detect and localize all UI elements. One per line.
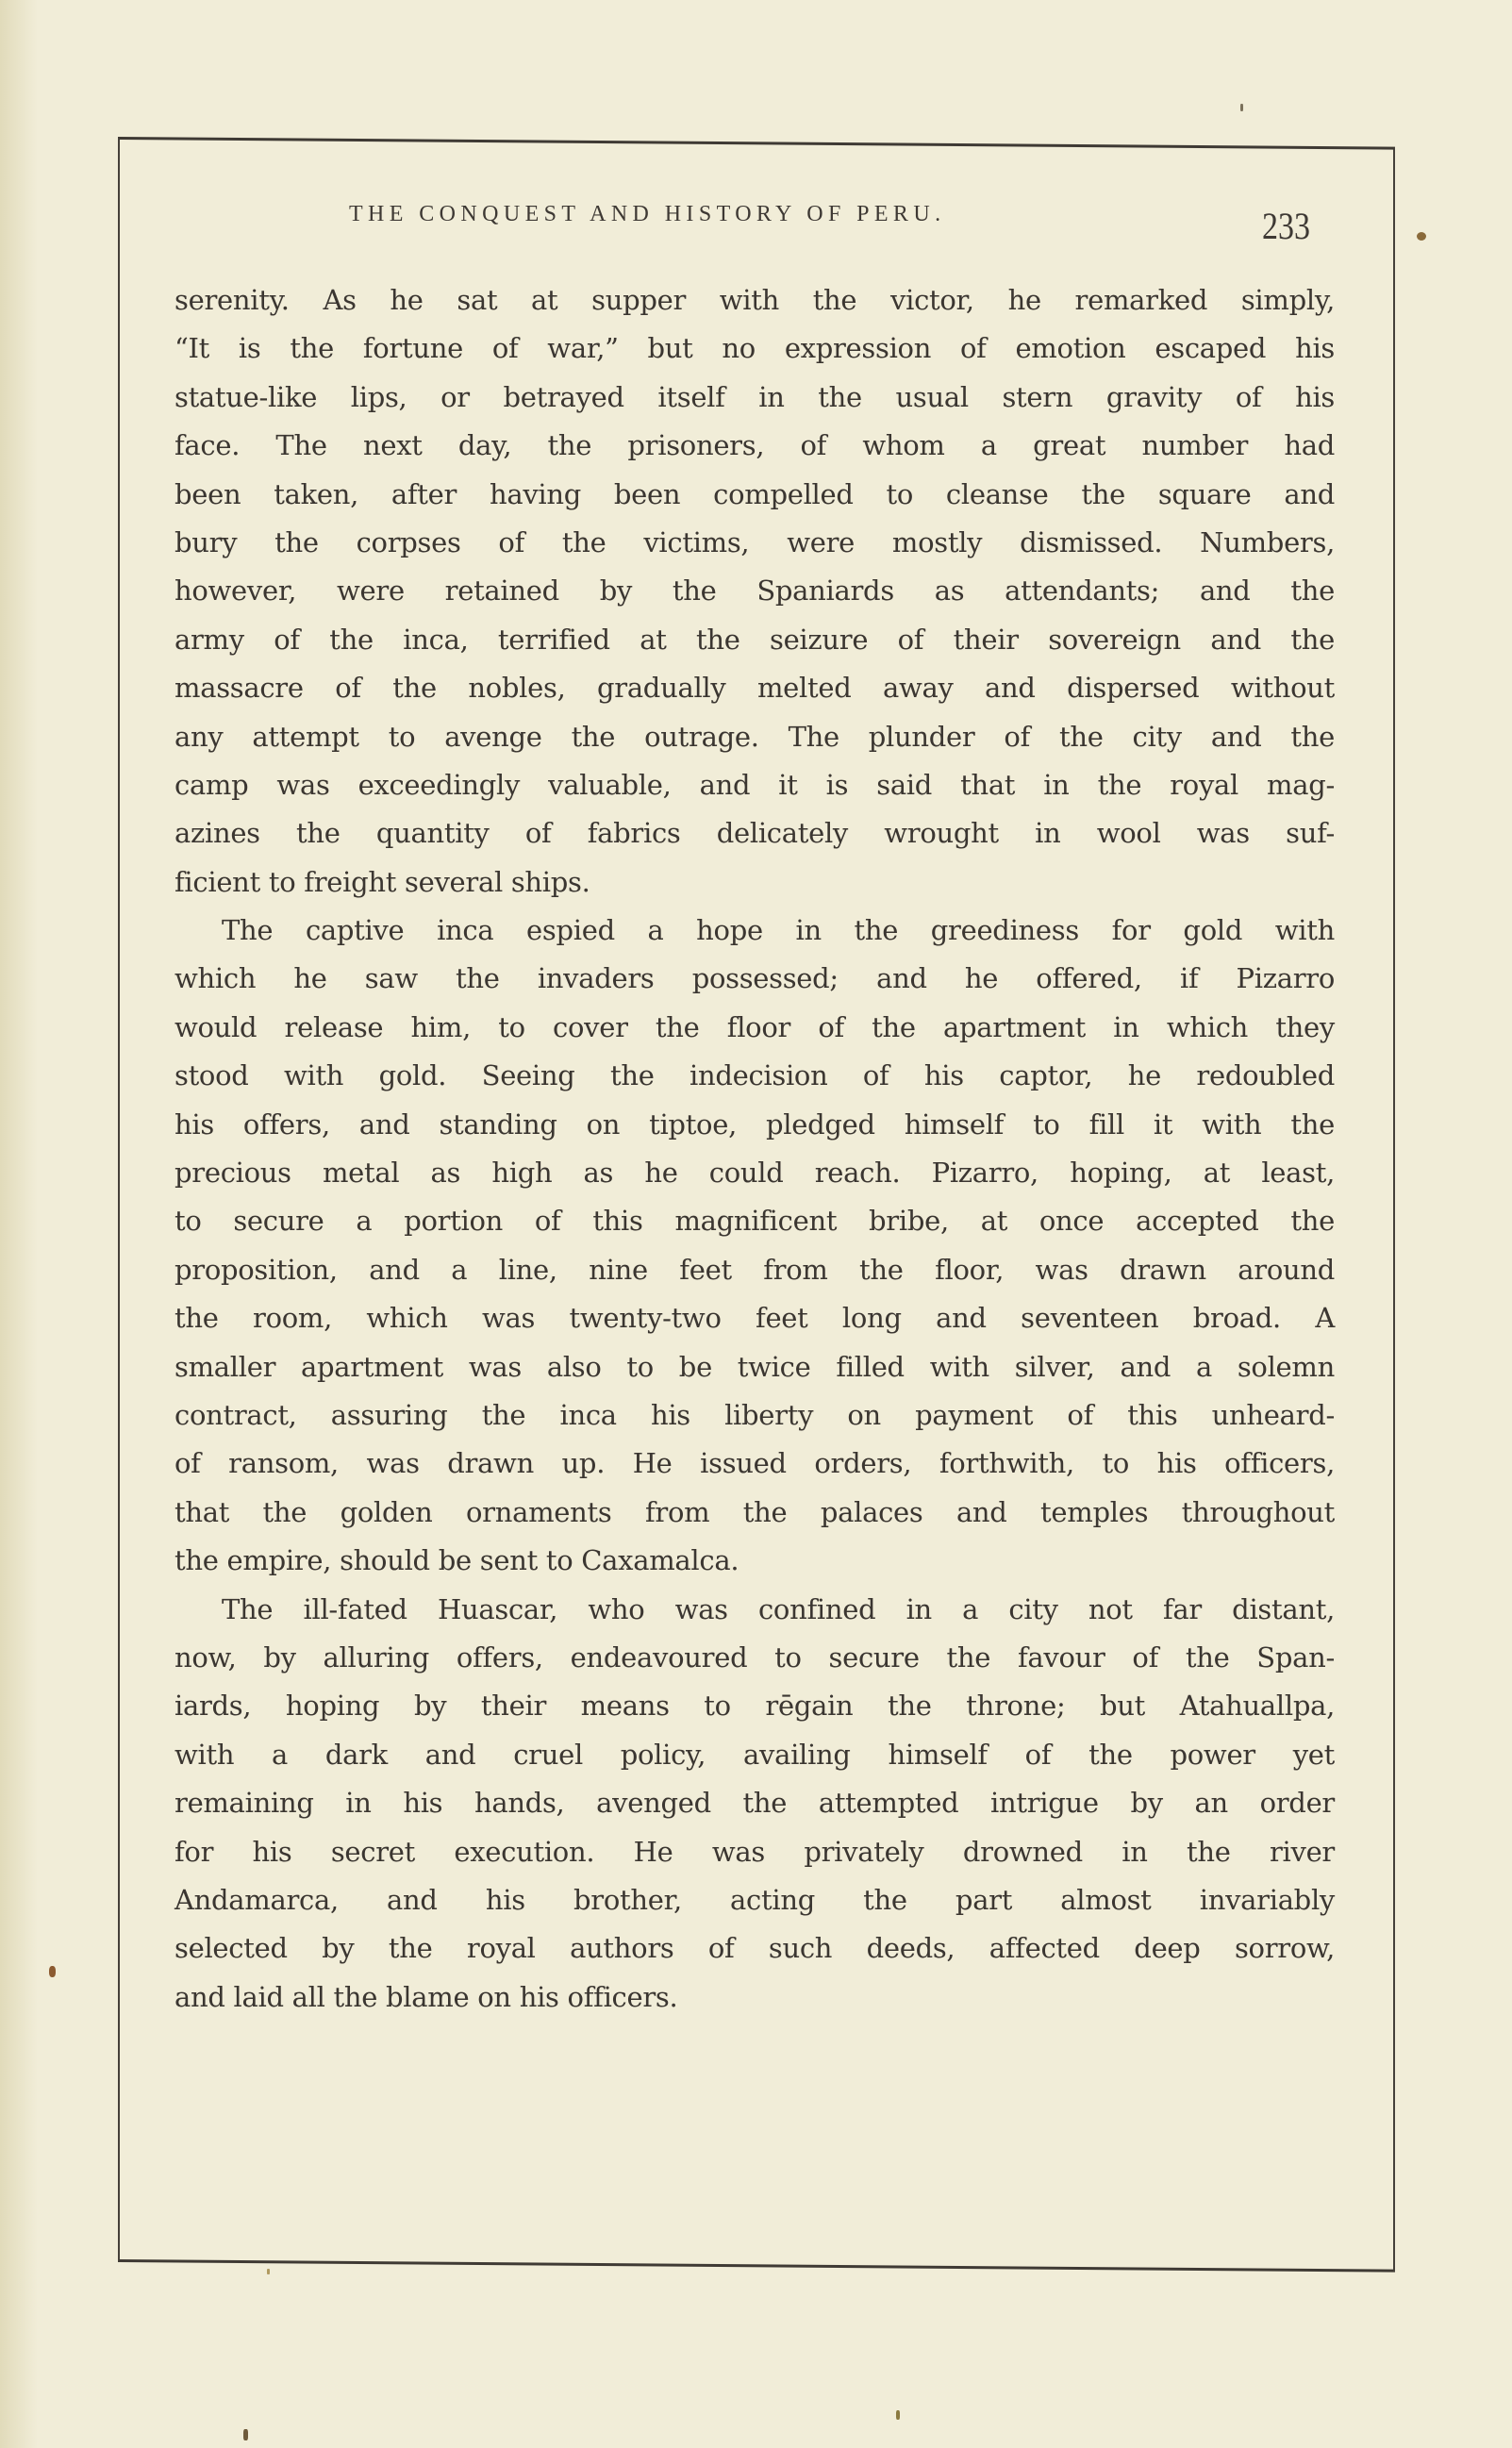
text-line: ficient to freight several ships. [174, 865, 590, 898]
ink-speck [267, 2269, 270, 2274]
text-line: his offers, and standing on tiptoe, pledged himself to fill it with the [174, 1107, 1335, 1141]
text-line: with a dark and cruel policy, availing himself of the power yet [174, 1738, 1335, 1771]
text-line: that the golden ornaments from the palaces and temples throughout [174, 1495, 1335, 1528]
text-line: stood with gold. Seeing the indecision of his captor, he redoubled [174, 1059, 1335, 1092]
text-line: statue-like lips, or betrayed itself in the usual stern gravity of his [174, 380, 1335, 413]
text-line: now, by alluring offers, endeavoured to secure the favour of the Span- [174, 1640, 1335, 1674]
text-line: any attempt to avenge the outrage. The plunder of the city and the [174, 720, 1335, 753]
text-line: “It is the fortune of war,” but no expression of emotion escaped his [174, 332, 1335, 365]
text-line: massacre of the nobles, gradually melted away and dispersed without [174, 672, 1335, 705]
text-line: contract, assuring the inca his liberty on payment of this unheard- [174, 1398, 1335, 1431]
ink-speck [49, 1966, 56, 1977]
text-line: been taken, after having been compelled to cleanse the square and [174, 477, 1335, 510]
text-line: of ransom, was drawn up. He issued orders, forthwith, to his officers, [174, 1447, 1335, 1480]
paper-edge-shadow [0, 0, 38, 2448]
text-line: face. The next day, the prisoners, of whom a great number had [174, 429, 1335, 462]
text-line: serenity. As he sat at supper with the victor, he remarked simply, [174, 284, 1335, 316]
text-line: smaller apartment was also to be twice filled with silver, and a solemn [174, 1350, 1335, 1383]
text-line: and laid all the blame on his officers. [174, 1980, 678, 2013]
running-head: THE CONQUEST AND HISTORY OF PERU. [349, 202, 946, 226]
text-line: camp was exceedingly valuable, and it is said that in the royal mag- [174, 768, 1335, 801]
ink-speck [1240, 104, 1243, 111]
text-line: selected by the royal authors of such deeds, affected deep sorrow, [174, 1932, 1335, 1965]
text-line: remaining in his hands, avenged the attempted intrigue by an order [174, 1787, 1335, 1820]
body-text [174, 276, 1335, 2022]
text-line: to secure a portion of this magnificent bribe, at once accepted the [174, 1205, 1335, 1238]
text-line: would release him, to cover the floor of the apartment in which they [174, 1010, 1335, 1043]
text-line: which he saw the invaders possessed; and he offered, if Pizarro [174, 962, 1335, 995]
page-number: 233 [1262, 205, 1310, 247]
text-line: bury the corpses of the victims, were mostly dismissed. Numbers, [174, 525, 1335, 558]
text-line: for his secret execution. He was privately drowned in the river [174, 1835, 1335, 1868]
ink-speck [243, 2429, 248, 2440]
paragraph-3 [174, 1586, 1335, 2023]
text-line: iards, hoping by their means to rēgain the throne; but Atahuallpa, [174, 1690, 1335, 1723]
ink-speck [1417, 232, 1426, 241]
text-line: however, were retained by the Spaniards as attendants; and the [174, 575, 1335, 608]
ink-speck [896, 2410, 900, 2420]
text-line: proposition, and a line, nine feet from the floor, was drawn around [174, 1253, 1335, 1286]
text-line: precious metal as high as he could reach. Pizarro, hoping, at least, [174, 1157, 1335, 1190]
text-line: the empire, should be sent to Caxamalca. [174, 1544, 739, 1577]
paragraph-2 [174, 907, 1335, 1585]
text-line: the room, which was twenty-two feet long and seventeen broad. A [174, 1302, 1335, 1335]
text-line: Andamarca, and his brother, acting the part almost invariably [174, 1883, 1335, 1916]
paragraph-1 [174, 276, 1335, 907]
text-line: The ill-fated Huascar, who was confined in a city not far distant, [222, 1592, 1335, 1625]
text-line: azines the quantity of fabrics delicately wrought in wool was suf- [174, 817, 1335, 850]
text-line: The captive inca espied a hope in the greediness for gold with [222, 914, 1335, 947]
text-line: army of the inca, terrified at the seizure of their sovereign and the [174, 623, 1335, 656]
